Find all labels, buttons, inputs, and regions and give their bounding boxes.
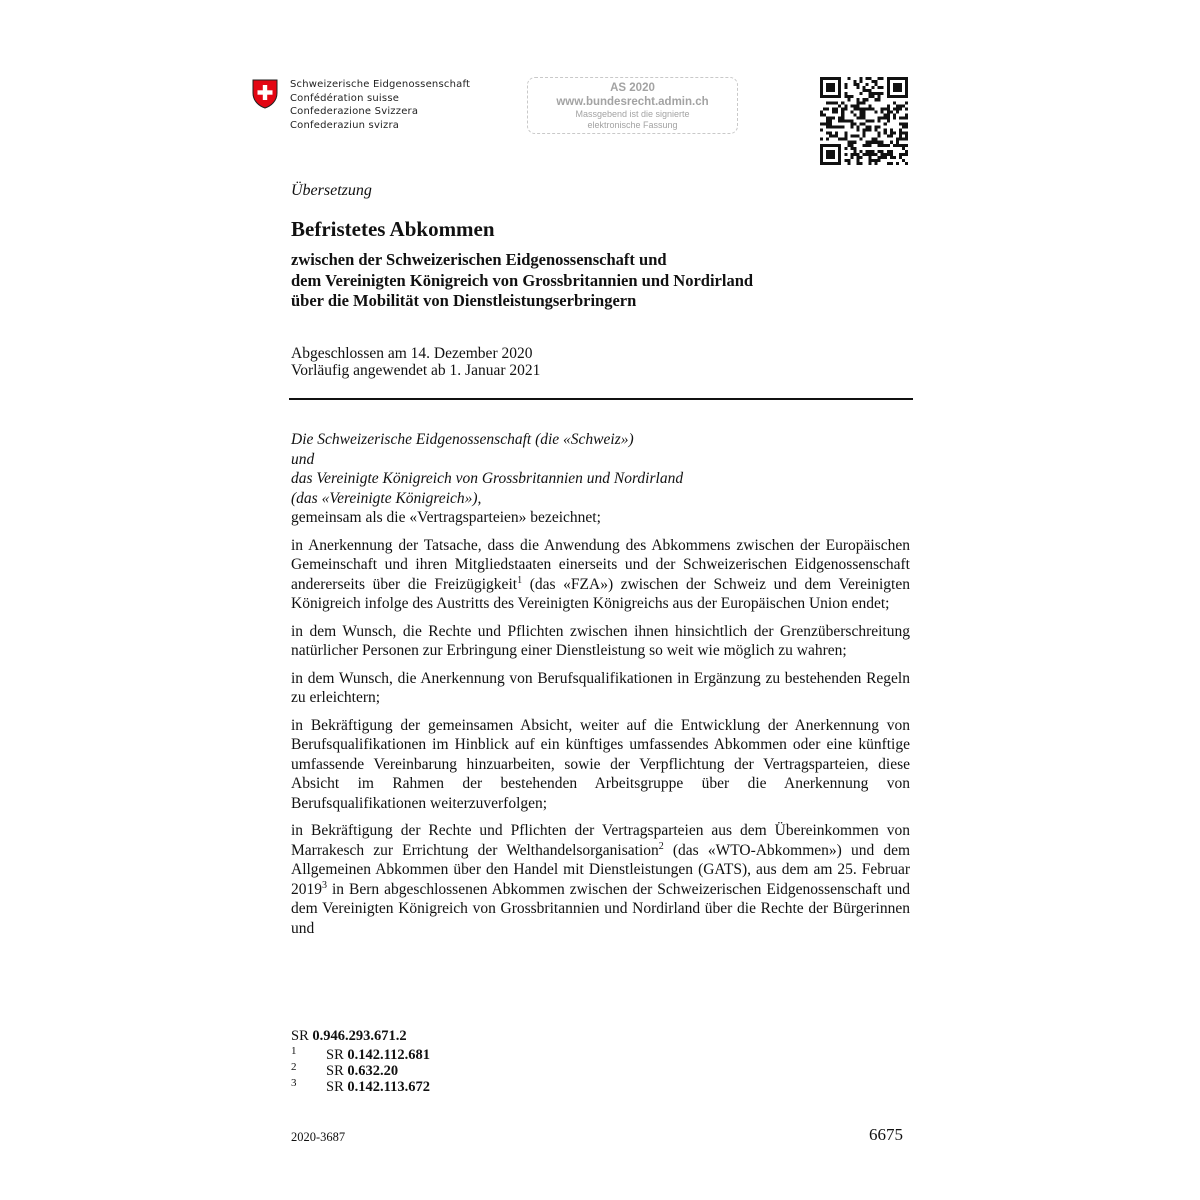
- page-number: 6675: [869, 1125, 903, 1144]
- translation-label: Übersetzung: [291, 182, 372, 199]
- document-dates: [291, 346, 540, 379]
- footnote-sr-ref[interactable]: 0.142.113.672: [347, 1078, 430, 1095]
- footnote-sr-ref[interactable]: 0.142.112.681: [347, 1046, 430, 1063]
- as-stamp-note-2: elektronische Fassung: [587, 120, 678, 130]
- federation-name-it: Confederazione Svizzera: [290, 106, 419, 117]
- parties-collective: gemeinsam als die «Vertragsparteien» bezeichnet;: [291, 509, 601, 526]
- recital-paragraph: in dem Wunsch, die Rechte und Pflichten zwischen ihnen hinsichtlich der Grenzüberschreitung natürlicher Personen zur Erbringung einer Dienstleistung so weit wie möglich zu wahren;: [291, 622, 910, 659]
- sr-prefix: SR: [291, 1028, 313, 1044]
- footnote-prefix: SR: [326, 1078, 348, 1095]
- footnote-number: 2: [291, 1060, 297, 1073]
- recital-text: in Anerkennung der Tatsache, dass die Anwendung des Abkommens zwischen der Europäischen Gemeinschaft und ihren Mitgliedstaaten einerseits und der Schweizerischen Eidgenossenschaft andererseits über die Freizügigkeit: [291, 536, 910, 593]
- party-uk-short: (das «Vereinigte Königreich»),: [291, 489, 482, 507]
- footnote-item: [291, 1060, 407, 1079]
- as-stamp: [527, 77, 738, 134]
- concluded-date: Abgeschlossen am 14. Dezember 2020: [291, 345, 533, 362]
- qr-code-icon: [820, 77, 908, 165]
- footnote-ref[interactable]: 3: [322, 879, 327, 891]
- footnote-ref[interactable]: 2: [658, 840, 664, 852]
- footnote-prefix: SR: [326, 1046, 348, 1063]
- subtitle-line: zwischen der Schweizerischen Eidgenossenschaft und: [291, 250, 667, 269]
- party-conjunction: und: [291, 450, 315, 468]
- federation-name-rm: Confederaziun svizra: [290, 119, 400, 131]
- swiss-coat-of-arms-icon: [252, 79, 278, 109]
- document-body: [291, 430, 910, 946]
- subtitle-line: dem Vereinigten Königreich von Grossbritannien und Nordirland: [291, 270, 754, 290]
- page-subtitle: [291, 250, 753, 312]
- federation-name-de: Schweizerische Eidgenossenschaft: [290, 79, 471, 90]
- page-title: Befristetes Abkommen: [291, 217, 495, 241]
- footnote-number: 1: [291, 1044, 297, 1057]
- footnote-prefix: SR: [326, 1062, 348, 1079]
- party-switzerland: Die Schweizerische Eidgenossenschaft (die «Schweiz»): [291, 431, 634, 448]
- footnote-number: 3: [291, 1076, 297, 1089]
- footnote-ref[interactable]: 1: [517, 574, 523, 586]
- recital-paragraph: in dem Wunsch, die Anerkennung von Berufsqualifikationen in Ergänzung zu bestehenden Regeln zu erleichtern;: [291, 669, 910, 706]
- recital-text: (das «FZA») zwischen der Schweiz und dem Vereinigten Königreich infolge des Austritts des Vereinigten Königreichs aus der Europäischen Union endet;: [291, 575, 910, 612]
- recital-paragraph: [291, 821, 910, 938]
- recital-paragraph: [291, 536, 910, 614]
- recital-text: in Bern abgeschlossenen Abkommen zwischen der Schweizerischen Eidgenossenschaft und dem Vereinigten Königreich von Grossbritannien und Nordirland über die Rechte der Bürgerinnen und: [291, 880, 910, 937]
- as-stamp-number: AS 2020: [610, 82, 655, 94]
- footnote-item: [291, 1044, 430, 1063]
- subtitle-line: über die Mobilität von Dienstleistungserbringern: [291, 291, 637, 310]
- recital-text: in Bekräftigung der Rechte und Pflichten der Vertragsparteien aus dem Übereinkommen von Marrakesch zur Errichtung der Welthandelsorganisation: [291, 822, 910, 859]
- as-stamp-url: www.bundesrecht.admin.ch: [556, 96, 709, 108]
- federation-name-fr: Confédération suisse: [290, 92, 400, 104]
- footnote-sr-ref[interactable]: 0.632.20: [347, 1062, 399, 1079]
- party-uk: das Vereinigte Königreich von Grossbritannien und Nordirland: [291, 470, 684, 487]
- sr-number: [291, 1028, 407, 1045]
- as-stamp-note-1: Massgebend ist die signierte: [575, 109, 690, 119]
- document-number: 2020-3687: [291, 1130, 346, 1144]
- parties-block: [291, 430, 910, 528]
- footnote-item: [291, 1076, 430, 1095]
- sr-main-ref: 0.946.293.671.2: [312, 1028, 407, 1044]
- divider: [289, 398, 913, 400]
- footnotes: [291, 1028, 430, 1095]
- recital-text: (das «WTO-Abkommen») und dem Allgemeinen Abkommen über den Handel mit Dienstleistungen (GATS), aus dem am 25. Februar 2019: [291, 841, 910, 898]
- recital-paragraph: in Bekräftigung der gemeinsamen Absicht, weiter auf die Entwicklung der Anerkennung von Berufsqualifikationen im Hinblick auf ein künftiges umfassendes Abkommen oder eine künftige umfassende Vereinbarung hinzuarbeiten, sowie der Verpflichtung der Vertragsparteien, diese Absicht im Rahmen der bestehenden Arbeitsgruppe über die Anerkennung von Berufsqualifikationen weiterzuverfolgen;: [291, 716, 910, 812]
- federation-names: [290, 78, 470, 132]
- applied-date: Vorläufig angewendet ab 1. Januar 2021: [291, 361, 541, 379]
